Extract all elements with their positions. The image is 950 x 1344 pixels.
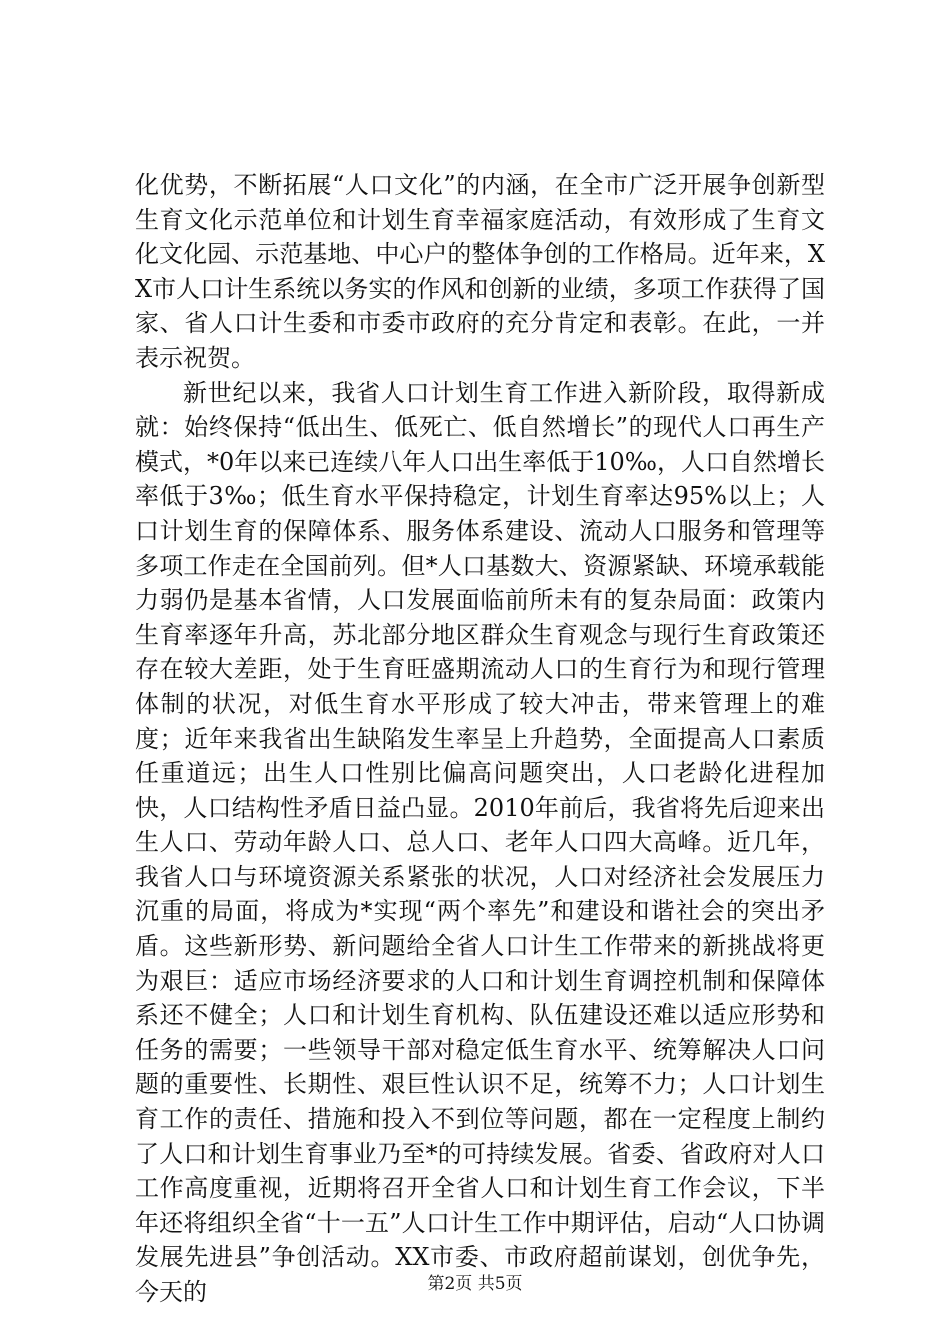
paragraph-continued: 化优势，不断拓展“人口文化”的内涵，在全市广泛开展争创新型生育文化示范单位和计划生育幸福家庭活动，有效形成了生育文化文化园、示范基地、中心户的整体争创的工作格局。近年来，XX市人口计生系统以务实的作风和创新的业绩，多项工作获得了国家、省人口计生委和市委市政府的充分肯定和表彰。在此，一并表示祝贺。 xyxy=(135,171,825,372)
page-number-footer: 第2页 共5页 xyxy=(427,1274,523,1294)
document-body xyxy=(135,168,825,1310)
paragraph-new-century: 新世纪以来，我省人口计划生育工作进入新阶段，取得新成就：始终保持“低出生、低死亡、低自然增长”的现代人口再生产模式，*0年以来已连续八年人口出生率低于10‰，人口自然增长率低于3‰；低生育水平保持稳定，计划生育率达95%以上；人口计划生育的保障体系、服务体系建设、流动人口服务和管理等多项工作走在全国前列。但*人口基数大、资源紧缺、环境承载能力弱仍是基本省情，人口发展面临前所未有的复杂局面：政策内生育率逐年升高，苏北部分地区群众生育观念与现行生育政策还存在较大差距，处于生育旺盛期流动人口的生育行为和现行管理体制的状况，对低生育水平形成了较大冲击，带来管理上的难度；近年来我省出生缺陷发生率呈上升趋势，全面提高人口素质任重道远；出生人口性别比偏高问题突出，人口老龄化进程加快，人口结构性矛盾日益凸显。2010年前后，我省将先后迎来出生人口、劳动年龄人口、总人口、老年人口四大高峰。近几年，我省人口与环境资源关系紧张的状况，人口对经济社会发展压力沉重的局面，将成为*实现“两个率先”和建设和谐社会的突出矛盾。这些新形势、新问题给全省人口计生工作带来的新挑战将更为艰巨：适应市场经济要求的人口和计划生育调控机制和保障体系还不健全；人口和计划生育机构、队伍建设还难以适应形势和任务的需要；一些领导干部对稳定低生育水平、统筹解决人口问题的重要性、长期性、艰巨性认识不足，统筹不力；人口计划生育工作的责任、措施和投入不到位等问题，都在一定程度上制约了人口和计划生育事业乃至*的可持续发展。省委、省政府对人口工作高度重视，近期将召开全省人口和计划生育工作会议，下半年还将组织全省“十一五”人口计生工作中期评估，启动“人口协调发展先进县”争创活动。XX市委、市政府超前谋划，创优争先，今天的 xyxy=(135,378,826,1306)
